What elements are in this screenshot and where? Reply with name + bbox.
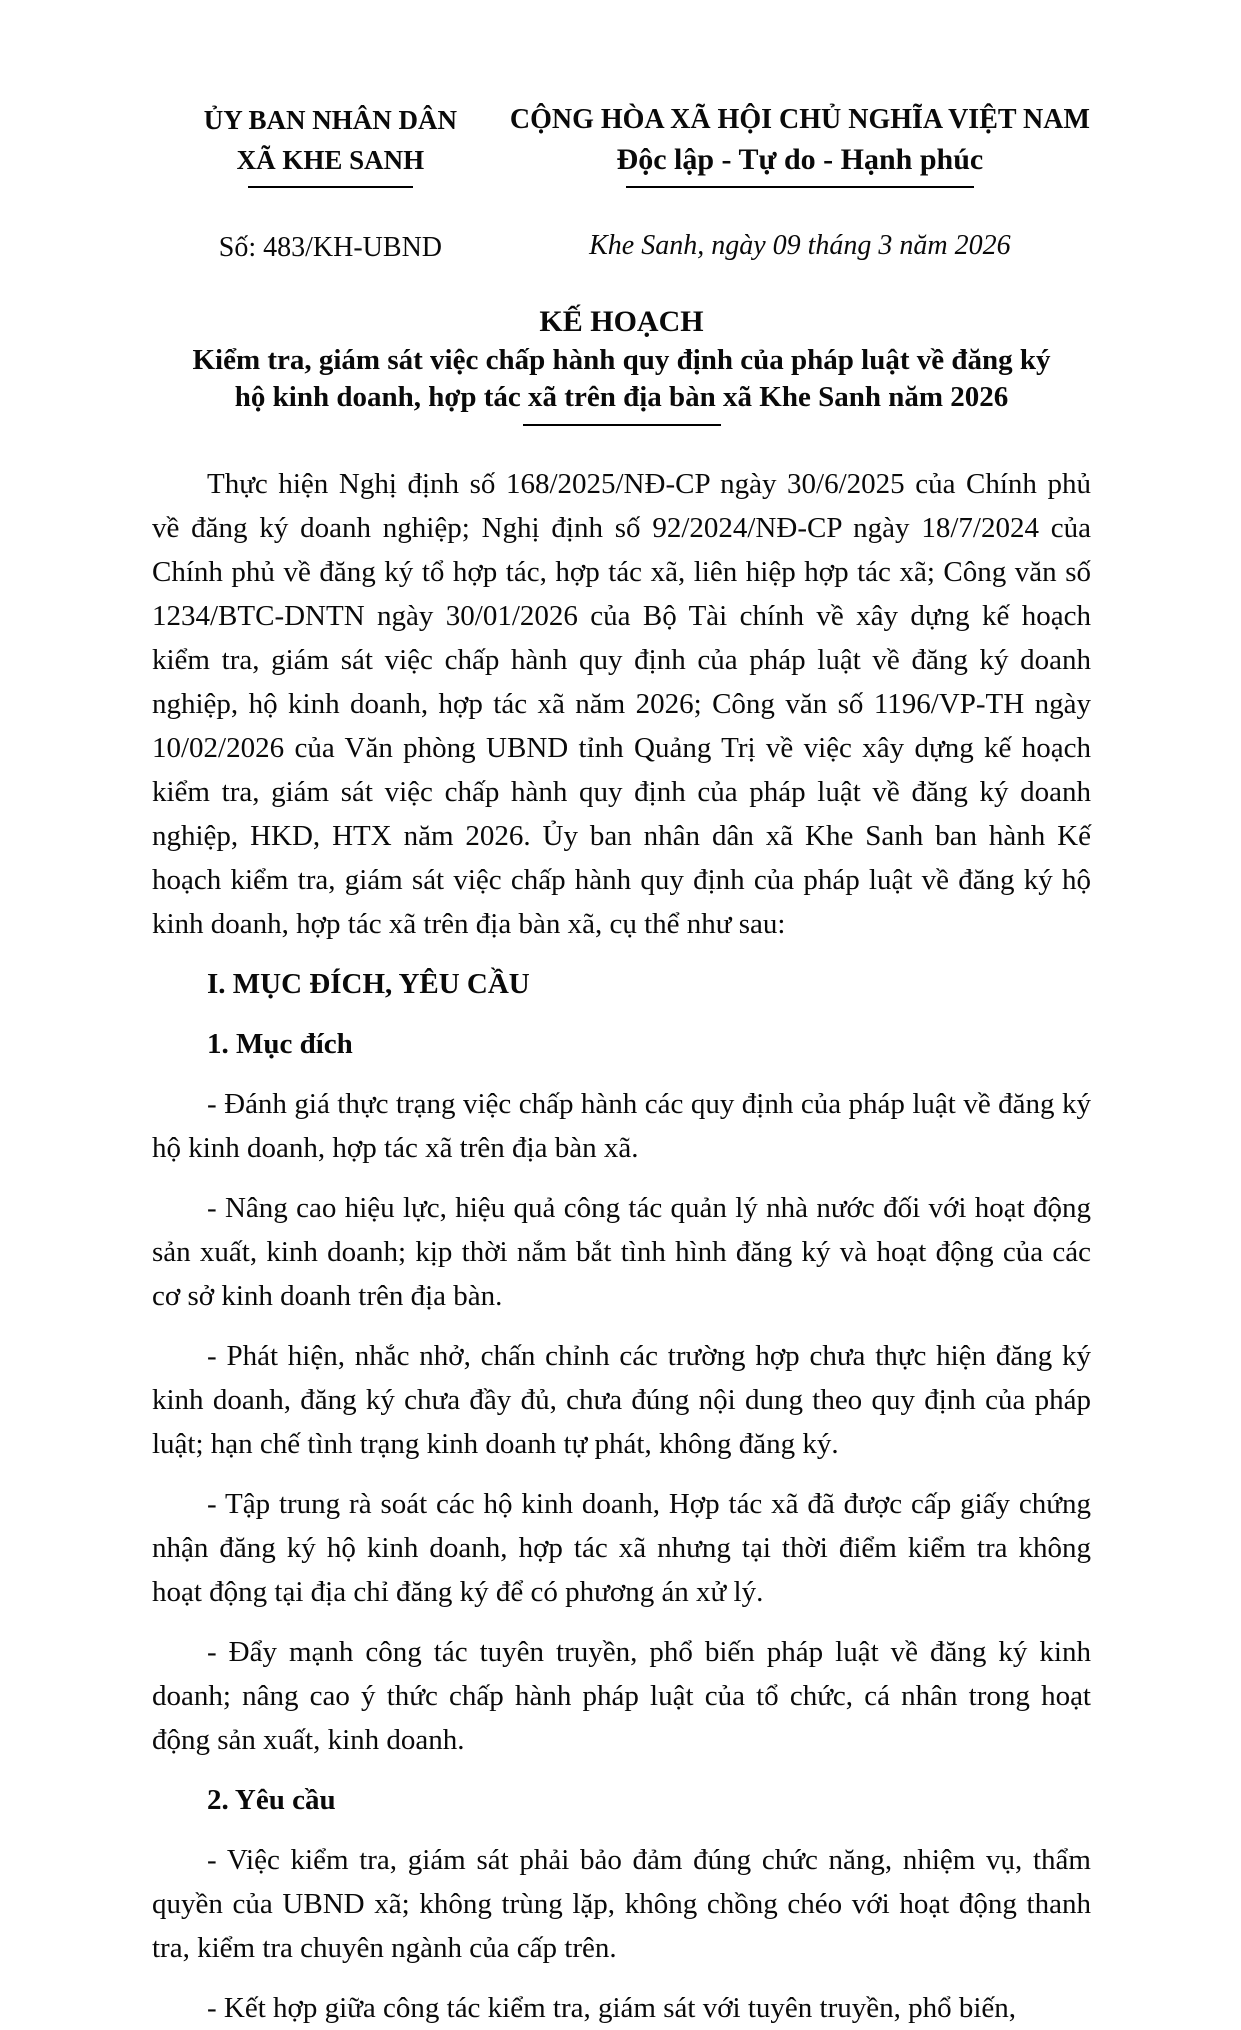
issuing-authority-block	[152, 100, 509, 264]
national-motto: Độc lập - Tự do - Hạnh phúc	[616, 143, 984, 176]
title-rule	[523, 424, 721, 426]
muc-dich-item-4: - Tập trung rà soát các hộ kinh doanh, Hợp tác xã đã được cấp giấy chứng nhận đăng ký hộ kinh doanh, hợp tác xã nhưng tại thời điểm kiểm tra không hoạt động tại địa chỉ đăng ký để có phương án xử lý.	[152, 1488, 1091, 1608]
document-type: KẾ HOẠCH	[539, 305, 704, 338]
issuing-authority-rule	[248, 186, 413, 188]
subsection-1-heading: 1. Mục đích	[207, 1028, 353, 1060]
place-date-line: Khe Sanh, ngày 09 tháng 3 năm 2026	[589, 230, 1011, 261]
document-header	[152, 100, 1091, 264]
muc-dich-item-1: - Đánh giá thực trạng việc chấp hành các quy định của pháp luật về đăng ký hộ kinh doanh, hợp tác xã trên địa bàn xã.	[152, 1088, 1091, 1164]
intro-paragraph: Thực hiện Nghị định số 168/2025/NĐ-CP ngày 30/6/2025 của Chính phủ về đăng ký doanh nghiệp; Nghị định số 92/2024/NĐ-CP ngày 18/7/2024 của Chính phủ về đăng ký tổ hợp tác, hợp tác xã, liên hiệp hợp tác xã; Công văn số 1234/BTC-DNTN ngày 30/01/2026 của Bộ Tài chính về xây dựng kế hoạch kiểm tra, giám sát việc chấp hành quy định của pháp luật về đăng ký doanh nghiệp, hộ kinh doanh, hợp tác xã năm 2026; Công văn số 1196/VP-TH ngày 10/02/2026 của Văn phòng UBND tỉnh Quảng Trị về việc xây dựng kế hoạch kiểm tra, giám sát việc chấp hành quy định của pháp luật về đăng ký doanh nghiệp, HKD, HTX năm 2026. Ủy ban nhân dân xã Khe Sanh ban hành Kế hoạch kiểm tra, giám sát việc chấp hành quy định của pháp luật về đăng ký hộ kinh doanh, hợp tác xã trên địa bàn xã, cụ thể như sau:	[152, 468, 1091, 940]
document-body	[152, 462, 1091, 2030]
section-1-heading: I. MỤC ĐÍCH, YÊU CẦU	[207, 968, 530, 1000]
yeu-cau-item-1: - Việc kiểm tra, giám sát phải bảo đảm đúng chức năng, nhiệm vụ, thẩm quyền của UBND xã; không trùng lặp, không chồng chéo với hoạt động thanh tra, kiểm tra chuyên ngành của cấp trên.	[152, 1844, 1091, 1964]
national-header-block	[509, 100, 1091, 262]
document-title-line-1: Kiểm tra, giám sát việc chấp hành quy định của pháp luật về đăng ký	[192, 344, 1051, 376]
national-motto-rule	[626, 186, 974, 188]
national-title: CỘNG HÒA XÃ HỘI CHỦ NGHĨA VIỆT NAM	[509, 104, 1090, 135]
muc-dich-item-2: - Nâng cao hiệu lực, hiệu quả công tác quản lý nhà nước đối với hoạt động sản xuất, kinh doanh; kịp thời nắm bắt tình hình đăng ký và hoạt động của các cơ sở kinh doanh trên địa bàn.	[152, 1192, 1091, 1312]
muc-dich-item-5: - Đẩy mạnh công tác tuyên truyền, phổ biến pháp luật về đăng ký kinh doanh; nâng cao ý thức chấp hành pháp luật của tổ chức, cá nhân trong hoạt động sản xuất, kinh doanh.	[152, 1636, 1091, 1756]
subsection-2-heading: 2. Yêu cầu	[207, 1784, 336, 1816]
document-title-line-2: hộ kinh doanh, hợp tác xã trên địa bàn xã Khe Sanh năm 2026	[234, 381, 1009, 413]
document-title-block	[152, 302, 1091, 426]
document-number: Số: 483/KH-UBND	[218, 232, 443, 263]
issuing-authority-line2: XÃ KHE SANH	[236, 145, 425, 175]
yeu-cau-item-2: - Kết hợp giữa công tác kiểm tra, giám sát với tuyên truyền, phổ biến,	[207, 1992, 1017, 2024]
muc-dich-item-3: - Phát hiện, nhắc nhở, chấn chỉnh các trường hợp chưa thực hiện đăng ký kinh doanh, đăng ký chưa đầy đủ, chưa đúng nội dung theo quy định của pháp luật; hạn chế tình trạng kinh doanh tự phát, không đăng ký.	[152, 1340, 1091, 1460]
issuing-authority-line1: ỦY BAN NHÂN DÂN	[203, 105, 458, 135]
